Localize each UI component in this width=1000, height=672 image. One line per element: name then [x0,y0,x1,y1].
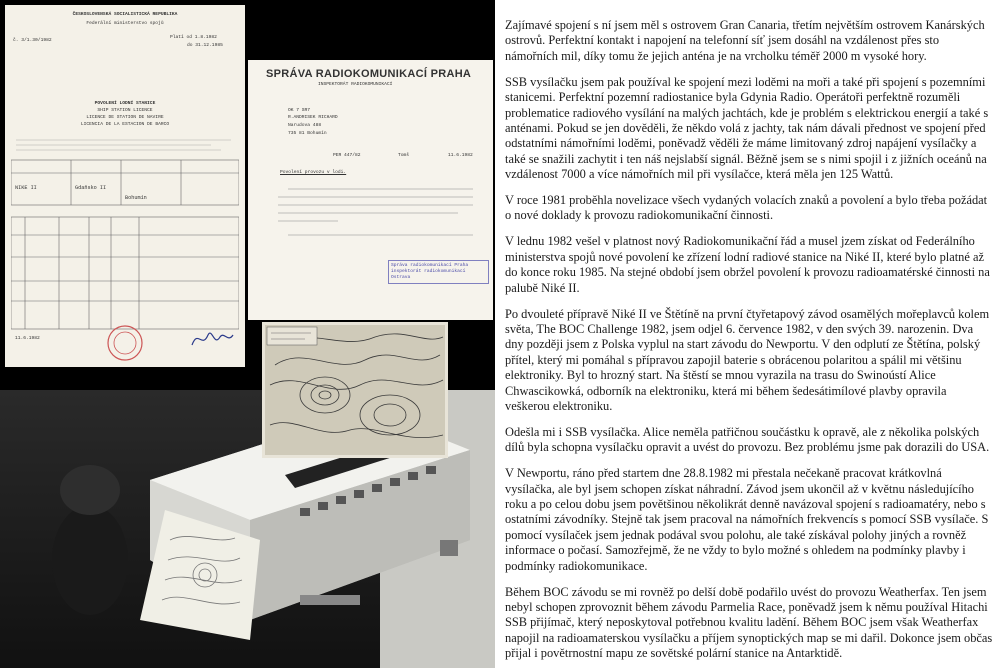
licence-owner: Gdaňsko II [75,185,107,191]
letter-stamp: Správa radiokomunikací Praha inspektorát radiokomunikací Ostrava [388,260,489,284]
licence-header: ČESKOSLOVENSKÁ SOCIALISTICKÁ REPUBLIKA [72,12,178,17]
licence-title-fr: LICENCE DE STATION DE NAVIRE [86,115,164,120]
official-stamp-icon [105,323,145,363]
paragraph: Po dvouleté přípravě Niké II ve Štětíně na první čtyřetapový závod osamělých mořeplavců kolem světa, The BOC Challenge 1982, jsem odjel 6. července 1982, v den svých 39. narozenin. Dva dny později jsem z Polska vyplul na start závodu do Newportu. V den odplutí ze Štětína, polský přítel, který mi pomáhal s přípravou zapojil baterie s obrácenou polaritou a spálil mi většinu elektroniky. Byl to hrozný start. Na štěstí se mnou vyrazila na trasu do Swinoústí Alice Chwascikowká, odborník na elektroniku, která mi během šedesátimílové plavby opravila veškerou elektroniku. [505,306,990,413]
licence-port: Bohumín [125,195,147,201]
licence-title-es: LICENCIA DE LA ESTACION DE BARCO [80,122,170,127]
letter-body-lines [278,185,478,245]
letter-date: 11.6.1982 [448,153,473,158]
licence-valid-from: Platí od 1.8.1982 [170,35,217,40]
scanned-documents-collage [0,0,495,668]
radiocommunication-letter [248,60,493,320]
licence-date: 11.6.1982 [15,336,40,341]
letter-header: SPRÁVA RADIOKOMUNIKACÍ PRAHA [266,68,472,80]
licence-ship-name: NIKE II [15,185,37,191]
licence-title-en: SHIP STATION LICENCE [97,108,153,113]
letter-subject: Povolení provozu v lodi. [280,170,347,175]
signature-icon [190,327,235,352]
paragraph: Zajímavé spojení s ní jsem měl s ostrovem Gran Canaria, třetím největším ostrovem Kanárských ostrovů. Perfektní kontakt i napojení na telefonní síť jsem dosáhl na vzdálenost přes sto námořních mil, díky tomu že jejich anténa je na vrcholku téměř 2000 m vysoké hory. [505,18,985,63]
letter-callsign: OK 7 SR7 [288,108,311,113]
letter-city: 735 81 Bohumín [288,131,327,136]
paragraph: Odešla mi i SSB vysílačka. Alice neměla patřičnou součástku k opravě, ale z několika polských dílů byla schopna vysílačku opravit a uvést do provozu. Bez problému jsme pak dorazili do USA. [505,424,990,455]
licence-title-cz: POVOLENÍ LODNÍ STANICE [94,101,156,106]
licence-ministry: Federální ministerstvo spojů [86,21,164,26]
weather-map-printout [262,322,448,458]
licence-number: č. 3/1.30/1982 [13,38,52,43]
letter-street: Narudova 488 [288,123,322,128]
paragraph: V Newportu, ráno před startem dne 28.8.1982 mi přestala nečekaně pracovat krátkovlná vysílačka, ale byl jsem schopen získat náhradní. Závod jsem ukončil až v květnu následujícího roku a po celou dobu jsem povětšinou několikrát denně navázoval spojení s radioamatéry, nebo s ostatními závodníky. Stejně tak jsem pracoval na námořních frekvencís s pomocí SSB vysílače. S pomocí vysílaček jsem jednak podával svou polohu, ale také získával polohy jiných a rovněž informace o počasí. Samozřejmě, že ne vždy to bylo možné s ohledem na podmínky plavby i podmínky radiokomunikace. [505,466,989,573]
paragraph: V roce 1981 proběhla novelizace všech vydaných volacích znaků a povolení a bylo třeba požádat o nové doklady k provozu radiokomunikační činnosti. [505,193,988,223]
ship-station-licence [5,5,245,367]
paragraph: Během BOC závodu se mi rovněž po delší době podařilo uvést do provozu Weatherfax. Ten jsem nebyl schopen zprovoznit během závodu Parmelia Race, poněvadž jsem k němu používal Hitachi SSB přijímač, který neposkytoval potřebnou kvalitu ladění. Během BOC jsem však Weatherfax napojil na radioamaterskou vysílačku a příjem synoptických map se mi dařil. Dokonce jsem občas přijal i povětrnostní mapu ze sovětské polární stanice na Antarktidě. [505,584,993,661]
letter-place: Tomš [398,153,410,158]
licence-valid-to: do 31.12.1985 [187,43,223,48]
article-text [505,18,993,672]
letter-addressee: R.ANDRISEK RICHARD [288,115,338,120]
licence-table [11,135,239,330]
letter-ref: PER 447/82 [333,153,361,158]
paragraph: V lednu 1982 vešel v platnost nový Radiokomunikační řád a musel jzem získat od Federálního ministerstva spojů nové povolení ke zřízení lodní radiové stanice na Niké II, které bylo platné až do konce roku 1985. Na stejné období jsem obržel povolení k provozu radioamatérské činnosti na palubě Niké II. [505,234,990,295]
letter-subheader: INSPEKTORÁT RADIOKOMUNIKACÍ [318,82,393,87]
paragraph: SSB vysílačku jsem pak používal ke spojení mezi loděmi na moři a také při spojení s pozemními stanicemi. Perfektní pozemní radiostanice byla Gdynia Radio. Operátoři perfektně rozuměli problematice radiového vysílání na malých jachtách, kde je problém s elektrickou energií a také s anténami. Pokud se jen dověděli, že někdo volá z jachty, tak nám dávali přednost ve spojení před odstatními námořními loděmi, poněvadž věděli že máme limitovaný zdroj napájení vysílačky a také se snažili zachytit i ten náš nejslabší signál. Běžně jsem se s nimi spojil i z jižních oceánů na vzdálenost 7000 a více námořních mil při vysílačce, která měla jen 125 Wattů. [505,74,989,182]
